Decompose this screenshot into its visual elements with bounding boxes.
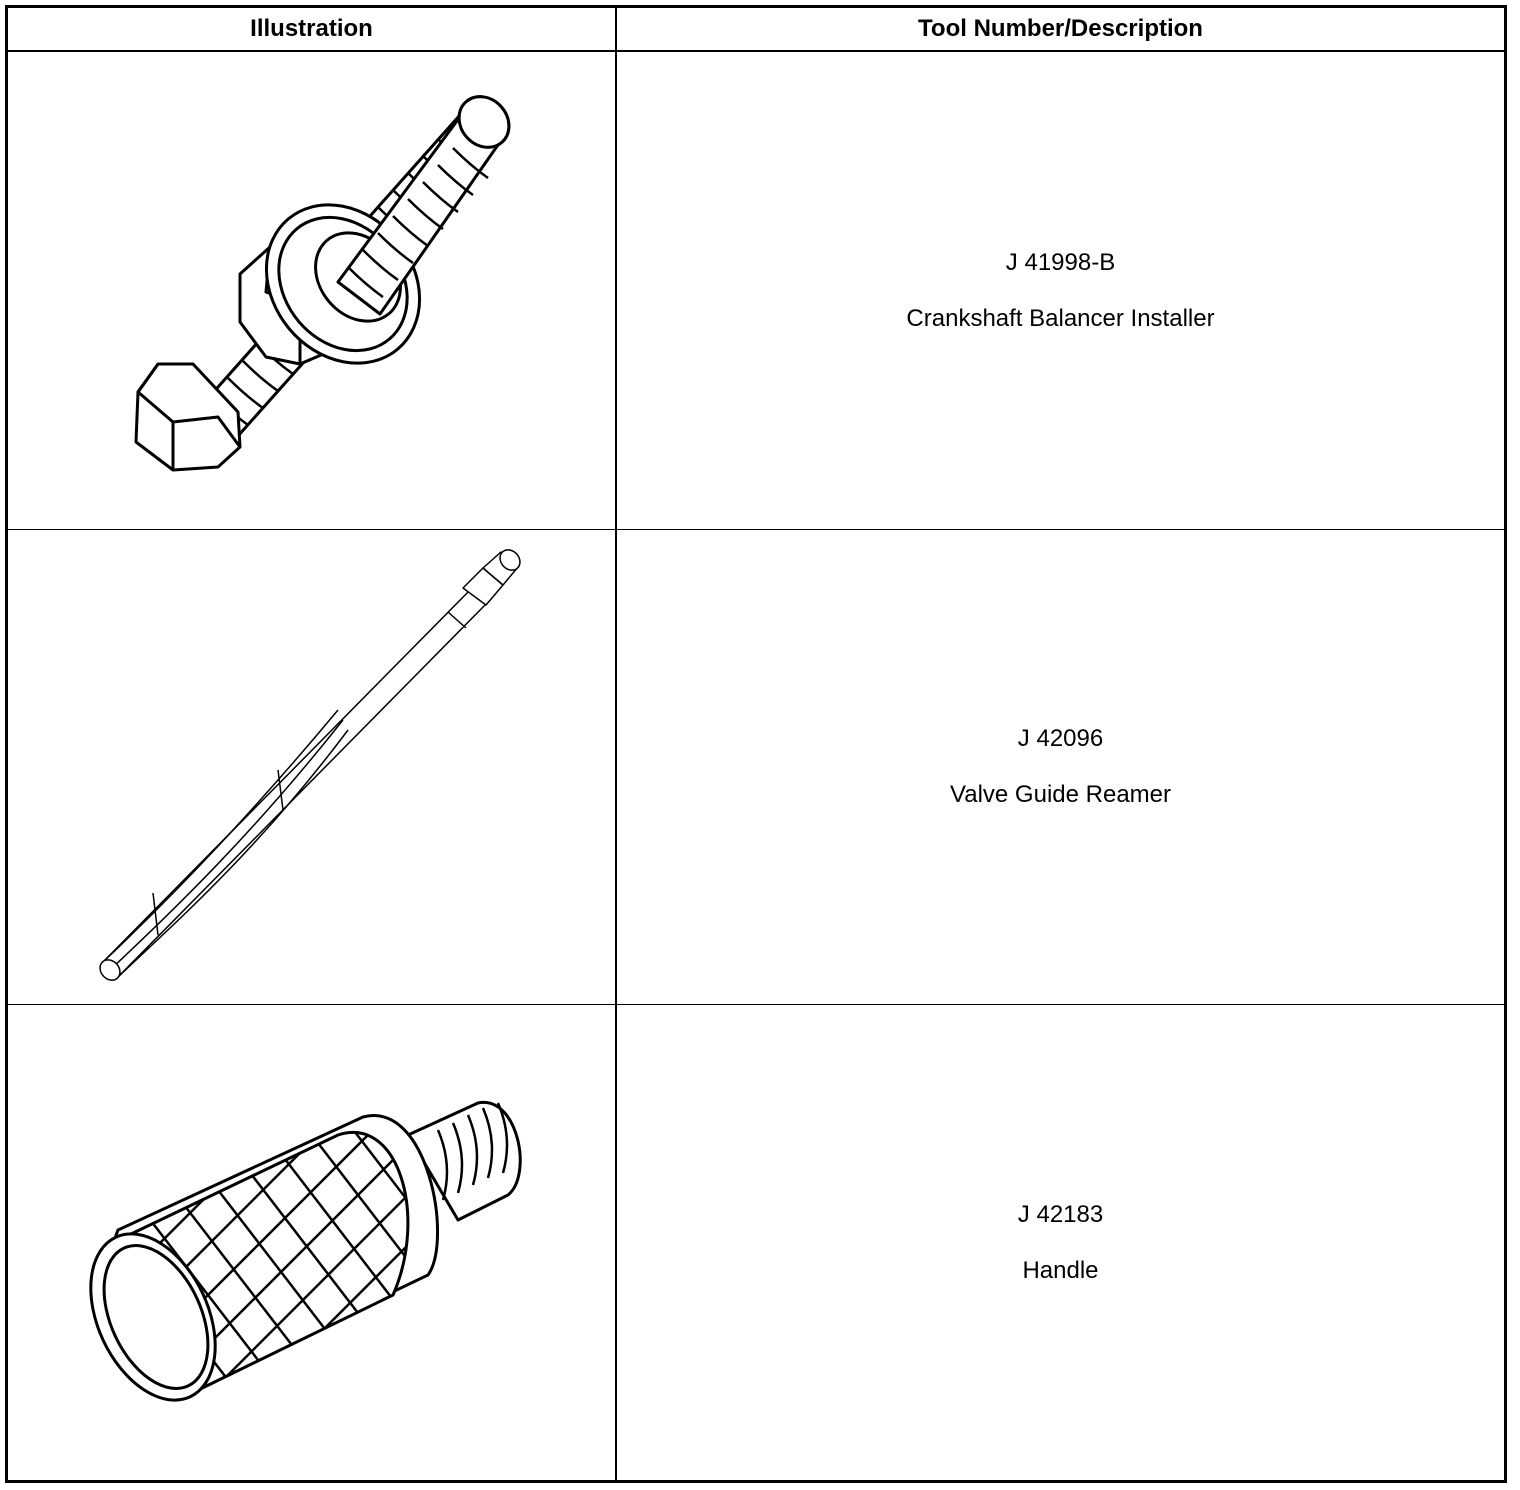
tool-column-header: Tool Number/Description <box>918 15 1203 42</box>
tool-description: Handle <box>1022 1256 1099 1284</box>
valve-guide-reamer-icon <box>8 530 615 1004</box>
tool-number: J 41998-B <box>1005 248 1116 276</box>
illustration-cell <box>8 52 615 529</box>
knurled-handle-icon <box>8 1005 615 1480</box>
illustration-cell <box>8 530 615 1004</box>
table-header-row <box>8 8 1504 52</box>
tool-description-cell <box>617 1005 1504 1480</box>
tool-description-cell <box>617 530 1504 1004</box>
tool-number: J 42183 <box>1017 1200 1104 1228</box>
tool-description: Valve Guide Reamer <box>950 781 1171 808</box>
table-row <box>8 1005 1504 1480</box>
table-row <box>8 52 1504 530</box>
tool-description-cell <box>617 52 1504 529</box>
crankshaft-balancer-installer-icon <box>8 52 615 529</box>
illustration-column-header: Illustration <box>250 15 373 42</box>
illustration-cell <box>8 1005 615 1480</box>
table-row <box>8 530 1504 1005</box>
tool-description: Crankshaft Balancer Installer <box>906 304 1215 332</box>
tool-number: J 42096 <box>1017 725 1104 752</box>
tool-table <box>5 5 1507 1483</box>
